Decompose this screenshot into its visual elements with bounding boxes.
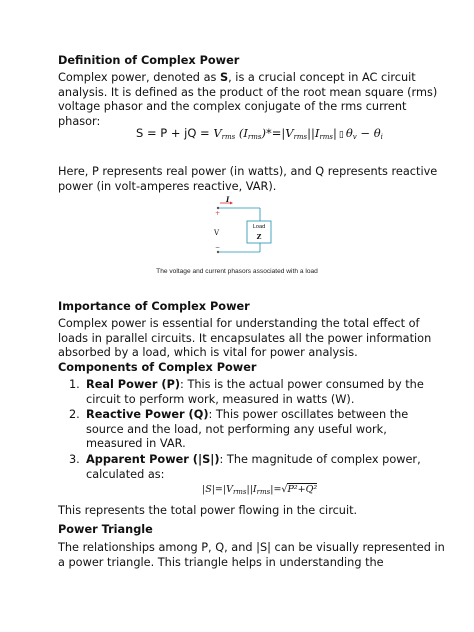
list-number: 3. bbox=[69, 453, 80, 466]
eq-conj: *= bbox=[265, 126, 282, 140]
intro-line-3: voltage phasor and the complex conjugate of the rms current bbox=[58, 100, 407, 114]
eq-sub: rms bbox=[293, 133, 308, 141]
symbol-s: S bbox=[219, 71, 229, 84]
eq-v: V bbox=[213, 126, 222, 140]
triangle-paragraph bbox=[58, 541, 445, 570]
eq-i: (I bbox=[238, 126, 248, 140]
eq2-eq: |= bbox=[270, 484, 282, 495]
plus-sign: + bbox=[215, 210, 221, 217]
eq-lhs: S = P + jQ = bbox=[136, 126, 214, 140]
eq-sub: i bbox=[380, 133, 383, 141]
list-text: : This power oscillates between the bbox=[208, 408, 409, 421]
total-power-line: This represents the total power flowing in the circuit. bbox=[58, 504, 358, 517]
heading-components: Components of Complex Power bbox=[58, 361, 257, 374]
eq-abs-v: |V bbox=[281, 126, 294, 140]
component-item-1 bbox=[58, 378, 424, 407]
list-text: circuit to perform work, measured in watts (W). bbox=[86, 392, 355, 406]
list-text: : This is the actual power consumed by the bbox=[180, 378, 424, 391]
figure-caption: The voltage and current phasors associated with a load bbox=[156, 268, 318, 275]
heading-definition: Definition of Complex Power bbox=[58, 54, 240, 67]
list-text: : The magnitude of complex power, bbox=[219, 453, 421, 466]
heading-power-triangle: Power Triangle bbox=[58, 523, 153, 536]
list-text: calculated as: bbox=[86, 467, 165, 481]
importance-line-2: loads in parallel circuits. It encapsulates all the power information bbox=[58, 331, 432, 345]
load-impedance-label: Z bbox=[256, 233, 262, 241]
list-text: source and the load, not performing any useful work, bbox=[86, 422, 387, 436]
eq-sub: rms bbox=[221, 133, 236, 141]
component-item-3 bbox=[58, 453, 421, 482]
terminal-bottom bbox=[217, 251, 219, 253]
heading-importance: Importance of Complex Power bbox=[58, 300, 250, 313]
current-arrowhead-icon bbox=[230, 202, 233, 205]
intro-text: , is a crucial concept in AC circuit bbox=[228, 71, 416, 84]
importance-line-3: absorbed by a load, which is vital for power analysis. bbox=[58, 346, 358, 360]
eq2-sub: rms bbox=[256, 488, 271, 496]
intro-line-4: phasor: bbox=[58, 114, 101, 128]
eq-theta-i: − θ bbox=[360, 126, 381, 140]
triangle-line-2: a power triangle. This triangle helps in understanding the bbox=[58, 555, 384, 569]
triangle-line-1: The relationships among P, Q, and |S| can be visually represented in bbox=[58, 541, 445, 554]
current-label: I bbox=[226, 195, 230, 204]
list-number: 1. bbox=[69, 378, 80, 391]
pq-line-1: Here, P represents real power (in watts), and Q represents reactive bbox=[58, 165, 438, 178]
list-term: Real Power (P) bbox=[86, 378, 181, 391]
list-text: measured in VAR. bbox=[86, 437, 186, 451]
complex-power-equation bbox=[136, 126, 383, 141]
eq-abs-i: ||I bbox=[307, 126, 320, 140]
pq-paragraph bbox=[58, 165, 437, 194]
load-label: Load bbox=[252, 224, 266, 230]
intro-paragraph bbox=[58, 71, 437, 129]
component-item-2 bbox=[58, 408, 408, 452]
intro-line-2: analysis. It is defined as the product of the root mean square (rms) bbox=[58, 85, 438, 99]
eq-paren: ) bbox=[261, 126, 266, 140]
pq-line-2: power (in volt-amperes reactive, VAR). bbox=[58, 179, 277, 193]
missing-glyph-icon: ▯ bbox=[338, 130, 344, 140]
intro-text: Complex power, denoted as bbox=[58, 71, 220, 84]
importance-line-1: Complex power is essential for understanding the total effect of bbox=[58, 317, 420, 330]
eq2-i: ||I bbox=[246, 484, 257, 495]
minus-sign: − bbox=[215, 244, 221, 251]
eq-theta: θ bbox=[345, 126, 353, 140]
sqrt-icon: √ bbox=[281, 484, 288, 495]
eq-bar: | bbox=[333, 126, 337, 140]
eq2-radicand: P²+Q² bbox=[287, 484, 318, 495]
terminal-top bbox=[217, 207, 219, 209]
eq2-s: |S|=|V bbox=[202, 484, 233, 495]
eq-sub: v bbox=[352, 133, 357, 141]
intro-line-1 bbox=[58, 71, 437, 86]
list-term: Reactive Power (Q) bbox=[86, 408, 209, 421]
eq-sub: rms bbox=[319, 133, 334, 141]
eq-sub: rms bbox=[247, 133, 262, 141]
apparent-power-equation bbox=[202, 484, 317, 496]
voltage-label: V bbox=[214, 229, 220, 237]
eq2-sub: rms bbox=[232, 488, 247, 496]
importance-paragraph bbox=[58, 317, 431, 361]
list-number: 2. bbox=[69, 408, 80, 421]
list-term: Apparent Power (|S|) bbox=[86, 453, 220, 466]
